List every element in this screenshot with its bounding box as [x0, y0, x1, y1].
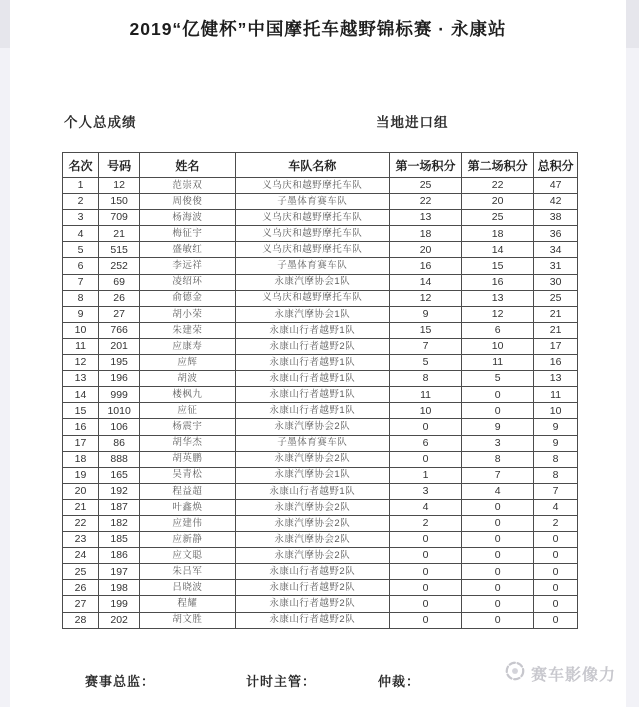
header-name: 姓名 [140, 153, 235, 178]
table-row [63, 419, 578, 435]
cell-number: 888 [99, 451, 140, 467]
table-row [63, 258, 578, 274]
cell-race1-points: 9 [390, 306, 462, 322]
cell-name: 楼枫九 [140, 387, 235, 403]
cell-race2-points: 0 [462, 564, 534, 580]
cell-number: 150 [99, 194, 140, 210]
cell-total-points: 31 [534, 258, 578, 274]
cell-name: 胡华杰 [140, 435, 235, 451]
cell-total-points: 9 [534, 435, 578, 451]
cell-race1-points: 15 [390, 322, 462, 338]
cell-number: 192 [99, 483, 140, 499]
cell-rank: 2 [63, 194, 99, 210]
cell-name: 周俊俊 [140, 194, 235, 210]
cell-race1-points: 2 [390, 515, 462, 531]
table-row [63, 178, 578, 194]
cell-rank: 21 [63, 499, 99, 515]
cell-number: 515 [99, 242, 140, 258]
header-number: 号码 [99, 153, 140, 178]
cell-name: 梅征宇 [140, 226, 235, 242]
cell-number: 26 [99, 290, 140, 306]
cell-rank: 22 [63, 515, 99, 531]
results-table [62, 152, 578, 629]
cell-number: 197 [99, 564, 140, 580]
cell-race2-points: 20 [462, 194, 534, 210]
label-race-director: 赛事总监： [85, 674, 156, 689]
cell-rank: 5 [63, 242, 99, 258]
cell-race1-points: 0 [390, 548, 462, 564]
cell-total-points: 38 [534, 210, 578, 226]
cell-team: 义乌庆和越野摩托车队 [235, 242, 390, 258]
document-page [10, 0, 626, 707]
page-edge-right [626, 0, 639, 707]
cell-race2-points: 8 [462, 451, 534, 467]
cell-race1-points: 7 [390, 338, 462, 354]
cell-name: 盛敏红 [140, 242, 235, 258]
cell-total-points: 7 [534, 483, 578, 499]
cell-total-points: 2 [534, 515, 578, 531]
cell-race1-points: 0 [390, 580, 462, 596]
cell-team: 永康汽摩协会2队 [235, 451, 390, 467]
table-row [63, 322, 578, 338]
cell-team: 永康山行者越野1队 [235, 403, 390, 419]
label-arbitrator: 仲裁： [378, 674, 421, 689]
cell-rank: 17 [63, 435, 99, 451]
table-row [63, 387, 578, 403]
cell-race1-points: 10 [390, 403, 462, 419]
cell-race1-points: 5 [390, 355, 462, 371]
cell-rank: 16 [63, 419, 99, 435]
cell-team: 义乌庆和越野摩托车队 [235, 290, 390, 306]
cell-race1-points: 4 [390, 499, 462, 515]
cell-total-points: 9 [534, 419, 578, 435]
cell-rank: 25 [63, 564, 99, 580]
watermark [504, 660, 616, 687]
cell-name: 俞德金 [140, 290, 235, 306]
table-row [63, 306, 578, 322]
cell-total-points: 17 [534, 338, 578, 354]
cell-rank: 7 [63, 274, 99, 290]
cell-race2-points: 0 [462, 499, 534, 515]
cell-name: 凌绍环 [140, 274, 235, 290]
cell-name: 应辉 [140, 355, 235, 371]
cell-number: 202 [99, 612, 140, 628]
cell-race1-points: 0 [390, 451, 462, 467]
cell-rank: 11 [63, 338, 99, 354]
cell-number: 69 [99, 274, 140, 290]
table-row [63, 226, 578, 242]
cell-rank: 18 [63, 451, 99, 467]
results-table-body [63, 178, 578, 629]
cell-number: 198 [99, 580, 140, 596]
cell-team: 义乌庆和越野摩托车队 [235, 178, 390, 194]
table-row [63, 451, 578, 467]
table-row [63, 210, 578, 226]
cell-rank: 23 [63, 532, 99, 548]
cell-team: 永康山行者越野1队 [235, 483, 390, 499]
table-header-row [63, 153, 578, 178]
cell-number: 252 [99, 258, 140, 274]
cell-rank: 12 [63, 355, 99, 371]
cell-rank: 1 [63, 178, 99, 194]
cell-team: 永康山行者越野2队 [235, 596, 390, 612]
cell-race2-points: 15 [462, 258, 534, 274]
cell-race1-points: 11 [390, 387, 462, 403]
cell-race1-points: 0 [390, 564, 462, 580]
cell-name: 杨海波 [140, 210, 235, 226]
cell-race2-points: 0 [462, 403, 534, 419]
cell-team: 永康汽摩协会2队 [235, 548, 390, 564]
cell-race1-points: 25 [390, 178, 462, 194]
cell-team: 永康汽摩协会1队 [235, 467, 390, 483]
header-race2-points: 第二场积分 [462, 153, 534, 178]
cell-race1-points: 20 [390, 242, 462, 258]
table-row [63, 274, 578, 290]
cell-name: 应新静 [140, 532, 235, 548]
cell-team: 永康山行者越野2队 [235, 612, 390, 628]
cell-team: 永康山行者越野1队 [235, 355, 390, 371]
cell-rank: 10 [63, 322, 99, 338]
cell-name: 范崇双 [140, 178, 235, 194]
cell-number: 165 [99, 467, 140, 483]
cell-rank: 13 [63, 371, 99, 387]
cell-race2-points: 18 [462, 226, 534, 242]
cell-race2-points: 10 [462, 338, 534, 354]
table-row [63, 355, 578, 371]
cell-team: 永康汽摩协会2队 [235, 499, 390, 515]
cell-total-points: 4 [534, 499, 578, 515]
table-row [63, 290, 578, 306]
cell-number: 12 [99, 178, 140, 194]
cell-team: 永康汽摩协会1队 [235, 274, 390, 290]
cell-name: 应康寿 [140, 338, 235, 354]
cell-team: 永康汽摩协会2队 [235, 532, 390, 548]
cell-race2-points: 5 [462, 371, 534, 387]
cell-name: 杨震宇 [140, 419, 235, 435]
header-team: 车队名称 [235, 153, 390, 178]
cell-total-points: 0 [534, 612, 578, 628]
cell-race1-points: 22 [390, 194, 462, 210]
cell-race2-points: 25 [462, 210, 534, 226]
cell-rank: 27 [63, 596, 99, 612]
cell-rank: 20 [63, 483, 99, 499]
cell-total-points: 34 [534, 242, 578, 258]
table-row [63, 515, 578, 531]
table-row [63, 483, 578, 499]
cell-total-points: 30 [534, 274, 578, 290]
cell-race2-points: 12 [462, 306, 534, 322]
cell-name: 吕晓波 [140, 580, 235, 596]
cell-number: 195 [99, 355, 140, 371]
cell-race2-points: 9 [462, 419, 534, 435]
cell-rank: 8 [63, 290, 99, 306]
cell-rank: 4 [63, 226, 99, 242]
label-timing-supervisor: 计时主管： [246, 674, 317, 689]
cell-team: 永康山行者越野2队 [235, 580, 390, 596]
cell-name: 胡文胜 [140, 612, 235, 628]
cell-total-points: 11 [534, 387, 578, 403]
cell-rank: 9 [63, 306, 99, 322]
cell-number: 201 [99, 338, 140, 354]
cell-number: 86 [99, 435, 140, 451]
cell-number: 199 [99, 596, 140, 612]
cell-rank: 15 [63, 403, 99, 419]
cell-number: 196 [99, 371, 140, 387]
table-row [63, 596, 578, 612]
cell-total-points: 13 [534, 371, 578, 387]
page-edge-shade-right [626, 0, 639, 48]
cell-team: 子墨体育赛车队 [235, 194, 390, 210]
cell-race2-points: 4 [462, 483, 534, 499]
cell-number: 766 [99, 322, 140, 338]
cell-name: 应建伟 [140, 515, 235, 531]
table-row [63, 242, 578, 258]
cell-name: 朱吕军 [140, 564, 235, 580]
cell-race1-points: 0 [390, 532, 462, 548]
document-title: 2019“亿健杯”中国摩托车越野锦标赛 · 永康站 [129, 19, 507, 39]
cell-team: 永康山行者越野1队 [235, 371, 390, 387]
cell-race1-points: 6 [390, 435, 462, 451]
watermark-text: 赛车影像力 [530, 667, 616, 684]
cell-race2-points: 0 [462, 596, 534, 612]
cell-number: 185 [99, 532, 140, 548]
cell-name: 朱建荣 [140, 322, 235, 338]
cell-number: 999 [99, 387, 140, 403]
cell-rank: 19 [63, 467, 99, 483]
cell-team: 永康山行者越野1队 [235, 387, 390, 403]
cell-total-points: 16 [534, 355, 578, 371]
section-label-individual-total: 个人总成绩 [64, 115, 137, 130]
cell-race1-points: 3 [390, 483, 462, 499]
cell-race1-points: 13 [390, 210, 462, 226]
cell-total-points: 21 [534, 306, 578, 322]
cell-race2-points: 14 [462, 242, 534, 258]
cell-race2-points: 0 [462, 515, 534, 531]
cell-team: 永康汽摩协会2队 [235, 515, 390, 531]
cell-race2-points: 0 [462, 387, 534, 403]
cell-rank: 3 [63, 210, 99, 226]
cell-race1-points: 0 [390, 596, 462, 612]
cell-total-points: 10 [534, 403, 578, 419]
cell-total-points: 0 [534, 548, 578, 564]
cell-race2-points: 0 [462, 548, 534, 564]
cell-name: 胡波 [140, 371, 235, 387]
cell-name: 应文聪 [140, 548, 235, 564]
cell-name: 应征 [140, 403, 235, 419]
table-row [63, 564, 578, 580]
cell-name: 胡小荣 [140, 306, 235, 322]
cell-total-points: 25 [534, 290, 578, 306]
cell-team: 子墨体育赛车队 [235, 435, 390, 451]
cell-total-points: 42 [534, 194, 578, 210]
cell-number: 186 [99, 548, 140, 564]
cell-number: 21 [99, 226, 140, 242]
cell-race1-points: 16 [390, 258, 462, 274]
cell-race2-points: 11 [462, 355, 534, 371]
cell-team: 永康汽摩协会1队 [235, 306, 390, 322]
cell-race1-points: 0 [390, 612, 462, 628]
header-total-points: 总积分 [534, 153, 578, 178]
cell-name: 叶鑫焕 [140, 499, 235, 515]
cell-total-points: 0 [534, 564, 578, 580]
table-row [63, 435, 578, 451]
section-label-local-import-group: 当地进口组 [376, 115, 449, 130]
header-race1-points: 第一场积分 [390, 153, 462, 178]
table-row [63, 548, 578, 564]
cell-total-points: 0 [534, 580, 578, 596]
cell-rank: 6 [63, 258, 99, 274]
table-row [63, 612, 578, 628]
cell-name: 程耀 [140, 596, 235, 612]
table-row [63, 403, 578, 419]
cell-rank: 14 [63, 387, 99, 403]
cell-total-points: 8 [534, 467, 578, 483]
cell-total-points: 8 [534, 451, 578, 467]
table-row [63, 467, 578, 483]
table-row [63, 580, 578, 596]
cell-number: 182 [99, 515, 140, 531]
cell-race1-points: 14 [390, 274, 462, 290]
cell-race2-points: 13 [462, 290, 534, 306]
cell-race1-points: 0 [390, 419, 462, 435]
cell-name: 程益超 [140, 483, 235, 499]
cell-total-points: 36 [534, 226, 578, 242]
cell-number: 187 [99, 499, 140, 515]
table-row [63, 499, 578, 515]
cell-name: 李远祥 [140, 258, 235, 274]
cell-race2-points: 0 [462, 612, 534, 628]
cell-race1-points: 12 [390, 290, 462, 306]
cell-number: 106 [99, 419, 140, 435]
cell-number: 709 [99, 210, 140, 226]
cell-race2-points: 22 [462, 178, 534, 194]
cell-number: 27 [99, 306, 140, 322]
cell-race2-points: 6 [462, 322, 534, 338]
cell-team: 永康汽摩协会2队 [235, 419, 390, 435]
cell-race2-points: 0 [462, 580, 534, 596]
table-row [63, 532, 578, 548]
cell-race2-points: 3 [462, 435, 534, 451]
cell-race2-points: 16 [462, 274, 534, 290]
page-edge-left [0, 0, 10, 707]
header-rank: 名次 [63, 153, 99, 178]
cell-race2-points: 7 [462, 467, 534, 483]
cell-rank: 26 [63, 580, 99, 596]
cell-name: 胡英鹏 [140, 451, 235, 467]
cell-name: 吴青松 [140, 467, 235, 483]
cell-race1-points: 8 [390, 371, 462, 387]
cell-total-points: 0 [534, 532, 578, 548]
cell-team: 永康山行者越野1队 [235, 322, 390, 338]
cell-number: 1010 [99, 403, 140, 419]
cell-rank: 28 [63, 612, 99, 628]
cell-team: 义乌庆和越野摩托车队 [235, 226, 390, 242]
cell-team: 永康山行者越野2队 [235, 564, 390, 580]
cell-team: 子墨体育赛车队 [235, 258, 390, 274]
table-row [63, 371, 578, 387]
cell-race1-points: 1 [390, 467, 462, 483]
table-row [63, 194, 578, 210]
cell-total-points: 0 [534, 596, 578, 612]
camera-aperture-icon [504, 660, 526, 687]
cell-race1-points: 18 [390, 226, 462, 242]
cell-team: 义乌庆和越野摩托车队 [235, 210, 390, 226]
table-row [63, 338, 578, 354]
cell-race2-points: 0 [462, 532, 534, 548]
cell-team: 永康山行者越野2队 [235, 338, 390, 354]
cell-total-points: 47 [534, 178, 578, 194]
page-edge-shade-left [0, 0, 10, 48]
cell-rank: 24 [63, 548, 99, 564]
cell-total-points: 21 [534, 322, 578, 338]
